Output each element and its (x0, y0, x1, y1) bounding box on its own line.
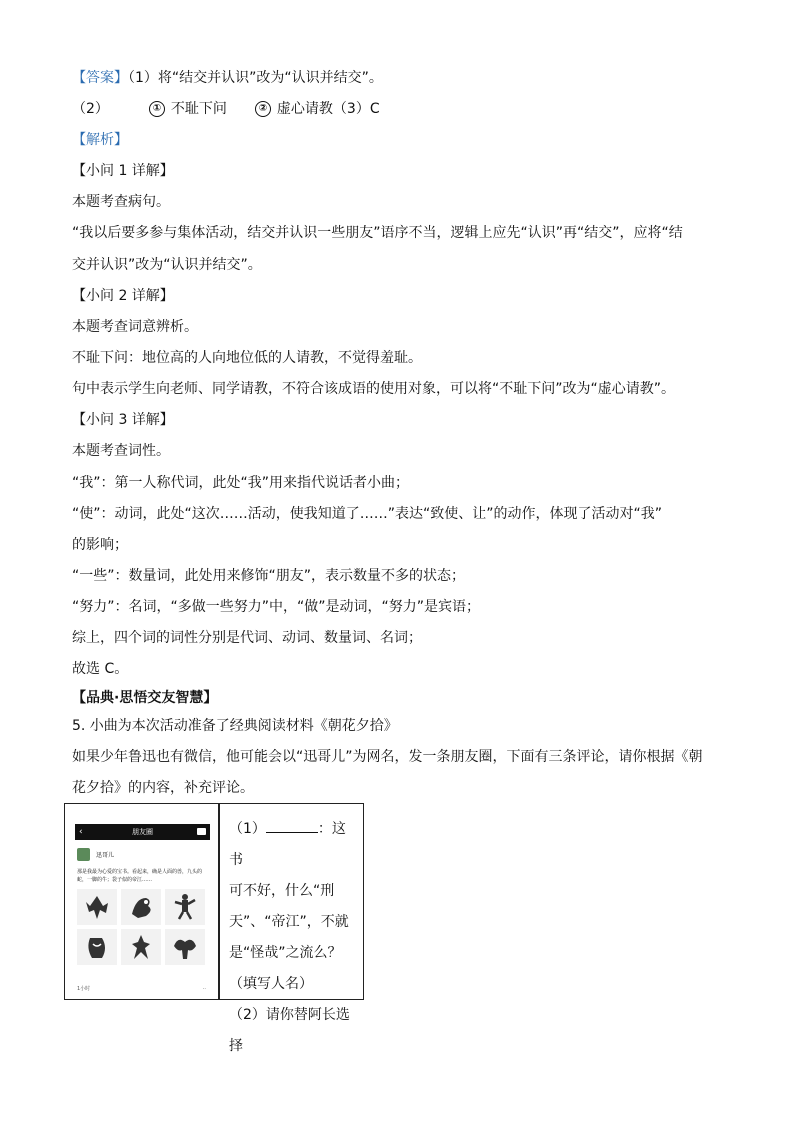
answer-line-1 (72, 68, 383, 88)
q3-line-3: “使”：动词，此处“这次……活动，使我知道了……”表达“致使、让”的动作，体现了活动对“我” (72, 506, 663, 522)
q1-line-3: 交并认识”改为“认识并结交”。 (72, 257, 262, 273)
q3-line-2: “我”：第一人称代词，此处“我”用来指代说话者小曲； (72, 475, 410, 491)
comment-line-5: （填写人名） (229, 976, 313, 992)
answer-2-t2: 虚心请教（3）C (276, 101, 380, 117)
table-divider (218, 804, 220, 999)
answer-line-2 (72, 99, 380, 119)
q2-line-3: 句中表示学生向老师、同学请教，不符合该成语的使用对象，可以将“不耻下问”改为“虚心请教”。 (72, 381, 676, 397)
q3-line-5: “一些”：数量词，此处用来修饰“朋友”，表示数量不多的状态； (72, 568, 466, 584)
moments-title-bar (75, 824, 210, 840)
q2-line-1: 本题考查词意辨析。 (72, 319, 198, 335)
mythical-beast-image (121, 929, 161, 965)
comment-cell (229, 814, 359, 1062)
analysis-tag: 【解析】 (72, 132, 128, 148)
q2-line-2: 不耻下问：地位高的人向地位低的人请教，不觉得羞耻。 (72, 350, 422, 366)
post-user (77, 848, 114, 861)
q3-line-1: 本题考查词性。 (72, 443, 170, 459)
q3-head: 【小问 3 详解】 (72, 412, 174, 428)
back-arrow-icon: ‹ (79, 827, 83, 837)
camera-icon (197, 828, 206, 835)
mythical-beast-image (77, 889, 117, 925)
comment-line-4: 是“怪哉”之流么？ (229, 945, 342, 961)
mythical-beast-image (121, 889, 161, 925)
q1-line-2: “我以后要多参与集体活动，结交并认识一些朋友”语序不当，逻辑上应先“认识”再“结交”，应将“结 (72, 225, 683, 241)
q3-line-7: 综上，四个词的词性分别是代词、动词、数量词、名词； (72, 630, 422, 646)
comment-line-2: 可不好，什么“刑 (229, 883, 335, 899)
comment-1-suffix: ：这书 (229, 821, 346, 868)
wechat-moments-screenshot (75, 824, 210, 992)
post-text: 那是我最为心爱的宝书。看起来，确是人面的兽，九头的蛇，一脚的牛；袋子似的帝江…… (77, 869, 203, 883)
answer-2-t1: 不耻下问 (170, 101, 227, 117)
answer-1-text: （1）将“结交并认识”改为“认识并结交”。 (128, 70, 383, 86)
post-username: 迅哥儿 (96, 852, 115, 859)
name-blank (266, 818, 318, 833)
q3-line-4: 的影响； (72, 537, 128, 553)
moments-title: 朋友圈 (132, 828, 153, 836)
comment-line-1 (229, 814, 359, 876)
section-title: 【品典·思悟交友智慧】 (72, 690, 218, 706)
q5-line-2: 如果少年鲁迅也有微信，他可能会以“迅哥儿”为网名，发一条朋友圈，下面有三条评论，请你根据《朝 (72, 749, 703, 765)
more-options-icon: ·· (202, 986, 206, 992)
mythical-beast-image (165, 889, 205, 925)
answer-2-prefix: （2） (72, 101, 109, 117)
mythical-beast-image (165, 929, 205, 965)
q3-line-6: “努力”：名词，“多做一些努力”中，“做”是动词，“努力”是宾语； (72, 599, 481, 615)
mythical-beast-image (77, 929, 117, 965)
answer-tag: 【答案】 (72, 70, 128, 86)
q3-line-8: 故选 C。 (72, 661, 129, 677)
circle-1-icon: ① (149, 101, 165, 117)
post-time: 1小时 (77, 986, 91, 992)
comment-line-3: 天”、“帝江”，不就 (229, 914, 349, 930)
comment-1-prefix: （1） (229, 821, 266, 837)
q5-line-3: 花夕拾》的内容，补充评论。 (72, 780, 254, 796)
q1-line-1: 本题考查病句。 (72, 194, 170, 210)
q2-head: 【小问 2 详解】 (72, 288, 174, 304)
q5-line-1: 5. 小曲为本次活动准备了经典阅读材料《朝花夕拾》 (72, 718, 398, 734)
post-image-grid (77, 889, 207, 965)
avatar (77, 848, 90, 861)
q1-head: 【小问 1 详解】 (72, 163, 174, 179)
circle-2-icon: ② (255, 101, 271, 117)
comment-line-6: （2）请你替阿长选择 (229, 1007, 350, 1054)
question-table (64, 803, 364, 1054)
